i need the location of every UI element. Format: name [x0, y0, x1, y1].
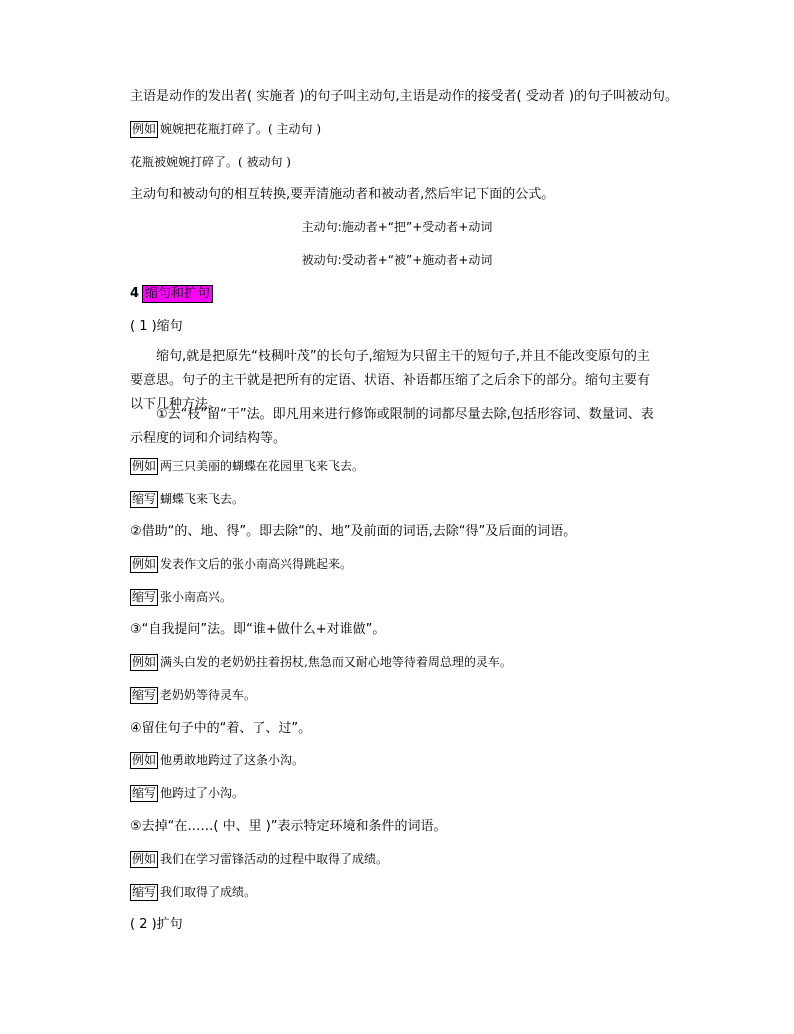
method-3-shortened	[130, 687, 256, 704]
method-5: ⑤去掉“在……( 中、里 )”表示特定环境和条件的词语。	[130, 819, 447, 834]
example-tag: 例如	[132, 655, 157, 669]
formula-active: 主动句:施动者+“把”+受动者+动词	[301, 220, 493, 234]
suoju-paragraph: 缩句,就是把原先“枝稠叶茂”的长句子,缩短为只留主干的短句子,并且不能改变原句的主要意思。句子的主干就是把所有的定语、状语、补语都压缩了之后余下的部分。缩句主要有以下几种方法。	[130, 349, 651, 412]
shortened-tag: 缩写	[132, 786, 157, 800]
method-5-example	[130, 851, 388, 868]
method-2-shortened	[130, 589, 232, 606]
method-2: ②借助“的、地、得”。即去除“的、地”及前面的词语,去除“得”及后面的词语。	[130, 524, 577, 539]
shortened-text: 张小南高兴。	[160, 590, 233, 604]
method-5-shortened	[130, 884, 256, 901]
method-1-shortened	[130, 491, 244, 508]
method-3: ③“自我提问”法。即“谁+做什么+对谁做”。	[130, 622, 386, 637]
example-text: 两三只美丽的蝴蝶在花园里飞来飞去。	[160, 459, 365, 473]
section-number: 4	[130, 286, 140, 301]
example-tag: 例如	[132, 753, 157, 767]
formula-passive: 被动句:受动者+“被”+施动者+动词	[301, 253, 493, 267]
method-4-example	[130, 752, 304, 769]
method-4: ④留住句子中的“着、了、过”。	[130, 721, 312, 736]
method-3-example	[130, 654, 512, 671]
subheading-suoju: ( 1 )缩句	[130, 319, 183, 334]
shortened-text: 蝴蝶飞来飞去。	[160, 492, 245, 506]
method-2-example	[130, 556, 352, 573]
shortened-tag: 缩写	[132, 885, 157, 899]
section-heading	[130, 285, 213, 303]
subheading-kuoju: ( 2 )扩句	[130, 917, 183, 932]
shortened-tag: 缩写	[132, 492, 157, 506]
convert-paragraph: 主动句和被动句的相互转换,要弄清施动者和被动者,然后牢记下面的公式。	[130, 187, 555, 202]
example-text: 婉婉把花瓶打碎了。( 主动句 )	[160, 122, 322, 136]
example-text: 他勇敢地跨过了这条小沟。	[160, 753, 305, 767]
shortened-text: 我们取得了成绩。	[160, 885, 257, 899]
intro-paragraph: 主语是动作的发出者( 实施者 )的句子叫主动句,主语是动作的接受者( 受动者 )的句子叫被动句。	[130, 89, 678, 104]
example-tag: 例如	[132, 557, 157, 571]
section-highlight-label: 缩句和扩句	[142, 285, 213, 303]
example-text: 发表作文后的张小南高兴得跳起来。	[160, 557, 353, 571]
example-tag: 例如	[132, 122, 157, 136]
shortened-tag: 缩写	[132, 688, 157, 702]
example-tag: 例如	[132, 852, 157, 866]
method-1: ①去“枝”留“干”法。即凡用来进行修饰或限制的词都尽量去除,包括形容词、数量词、表示程度的词和介词结构等。	[130, 407, 654, 446]
example-text: 满头白发的老奶奶拄着拐杖,焦急而又耐心地等待着周总理的灵车。	[160, 655, 512, 669]
example-line-passive: 花瓶被婉婉打碎了。( 被动句 )	[130, 155, 291, 169]
shortened-text: 他跨过了小沟。	[160, 786, 245, 800]
method-4-shortened	[130, 785, 244, 802]
shortened-tag: 缩写	[132, 590, 157, 604]
shortened-text: 老奶奶等待灵车。	[160, 688, 257, 702]
example-text: 我们在学习雷锋活动的过程中取得了成绩。	[160, 852, 389, 866]
example-tag: 例如	[132, 459, 157, 473]
example-line	[130, 121, 321, 138]
method-1-example	[130, 458, 364, 475]
